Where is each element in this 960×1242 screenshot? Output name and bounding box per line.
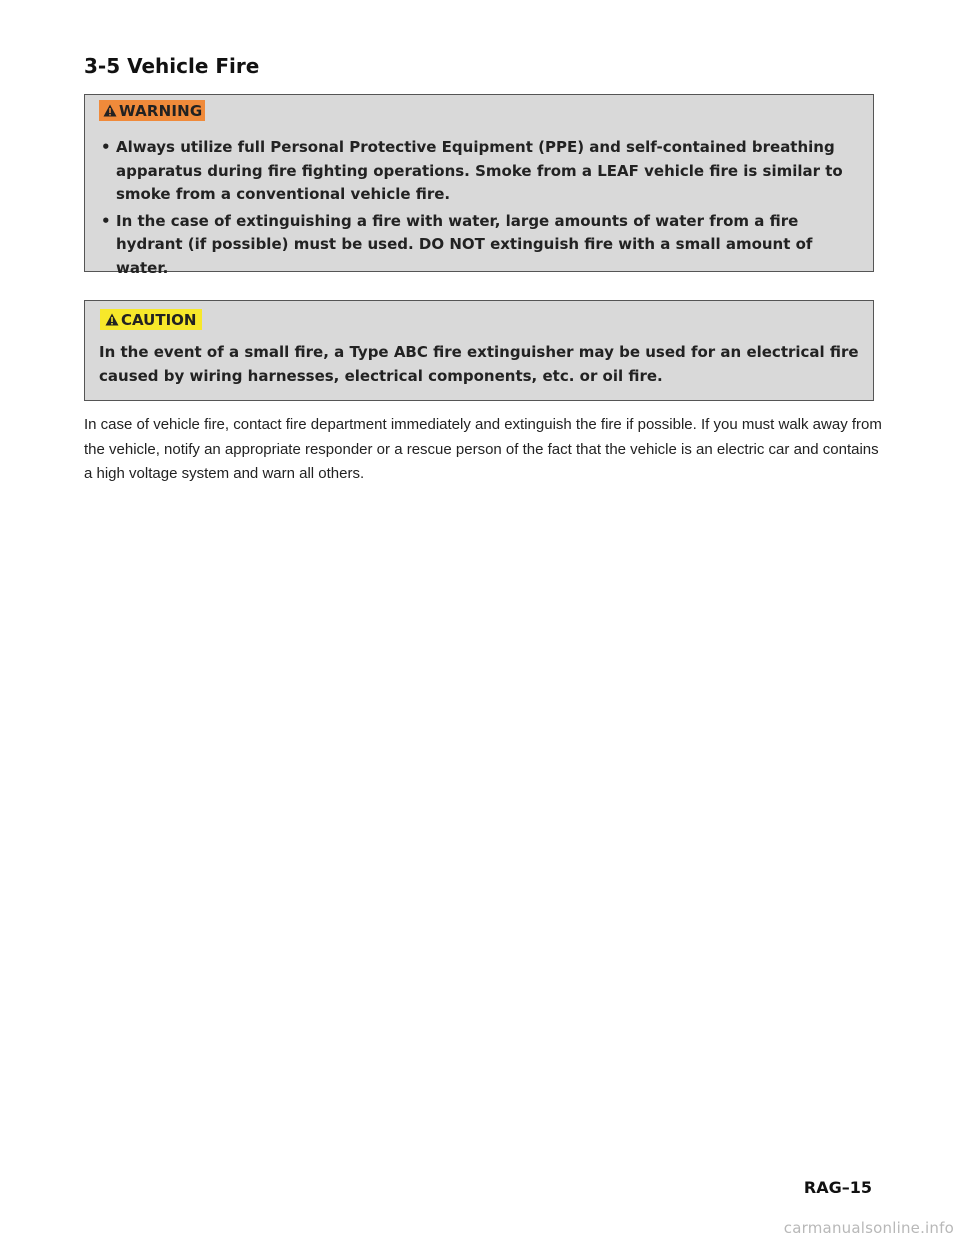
caution-badge [100,309,202,330]
watermark: carmanualsonline.info [783,1219,954,1237]
warning-item [99,136,869,207]
warning-label: WARNING [119,101,203,120]
caution-text: In the event of a small fire, a Type ABC fire extinguisher may be used for an electrical fire caused by wiring harnesses, electrical components, etc. or oil fire. [99,343,859,385]
page-number: RAG–15 [803,1178,872,1197]
bullet-icon: • [101,211,111,230]
caution-triangle-icon [105,313,119,326]
warning-item [99,210,869,281]
caution-box [84,300,874,401]
caution-label: CAUTION [121,310,197,329]
warning-item-text: In the case of extinguishing a fire with water, large amounts of water from a fire hydrant (if possible) must be used. DO NOT extinguish fire with a small amount of water. [116,211,813,277]
warning-badge [99,100,205,121]
bullet-icon: • [101,138,111,156]
section-title: 3-5 Vehicle Fire [84,54,260,78]
warning-triangle-icon [103,104,117,117]
warning-box [84,94,874,277]
body-paragraph: In case of vehicle fire, contact fire department immediately and extinguish the fire if possible. If you must walk away from the vehicle, notify an appropriate responder or a rescue person of the fact that the vehicle is an electric car and contains a high voltage system and warn all others. [84,416,882,482]
warning-item-text: Always utilize full Personal Protective Equipment (PPE) and self-contained breathing apparatus during fire fighting operations. Smoke from a LEAF vehicle fire is similar to smoke from a conventional vehicle fire. [116,138,843,203]
warning-list [99,136,869,280]
